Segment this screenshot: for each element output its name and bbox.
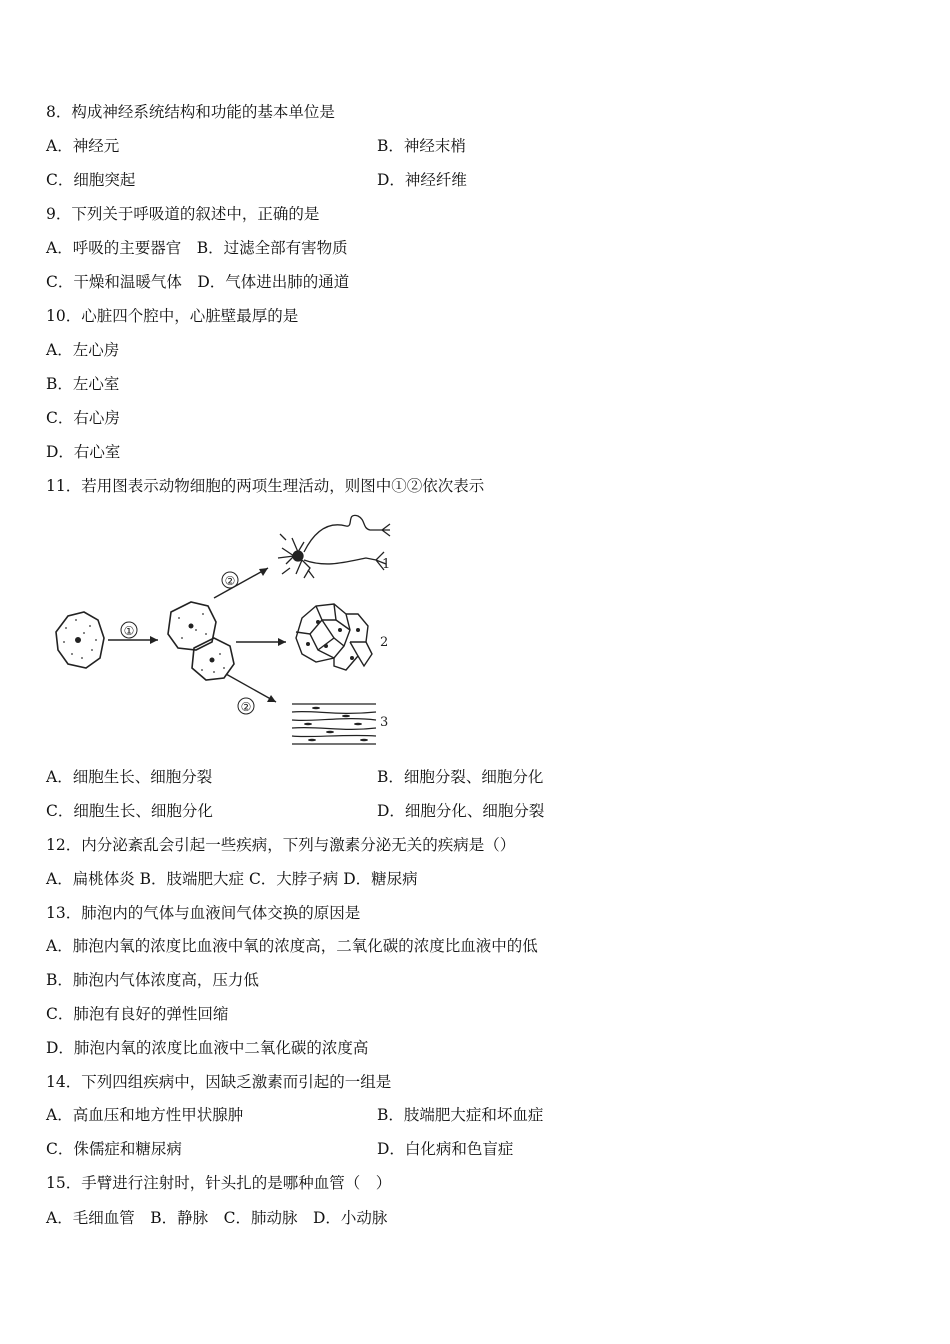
label-n2: 2 [380,635,389,650]
q9-options-ab: A．呼吸的主要器官 B．过滤全部有害物质 [46,239,348,257]
cell-cluster [296,604,372,670]
q9-stem: 9．下列关于呼吸道的叙述中，正确的是 [46,205,320,223]
q9-options-cd: C．干燥和温暖气体 D．气体进出肺的通道 [46,273,350,291]
q8-option-d: D．神经纤维 [377,171,467,189]
q10-option-b: B．左心室 [46,375,120,393]
label-n1: 1 [382,557,391,572]
q15-options: A．毛细血管 B．静脉 C．肺动脉 D．小动脉 [46,1209,388,1227]
q12-stem: 12．内分泌紊乱会引起一些疾病，下列与激素分泌无关的疾病是（） [46,836,516,854]
q10-stem: 10．心脏四个腔中，心脏壁最厚的是 [46,307,299,325]
q11-stem: 11．若用图表示动物细胞的两项生理活动，则图中①②依次表示 [46,477,485,495]
q13-option-b: B．肺泡内气体浓度高，压力低 [46,971,259,989]
label-n3: 3 [380,715,389,730]
q13-option-c: C．肺泡有良好的弹性回缩 [46,1005,229,1023]
q10-option-c: C．右心房 [46,409,120,427]
q10-option-d: D．右心室 [46,443,121,461]
cell-differentiation-figure [46,508,396,753]
neuron-cell [278,515,390,578]
q13-option-d: D．肺泡内氧的浓度比血液中二氧化碳的浓度高 [46,1039,369,1057]
q14-option-b: B．肢端肥大症和坏血症 [377,1106,544,1124]
q8-option-c: C．细胞突起 [46,171,136,189]
q11-option-b: B．细胞分裂、细胞分化 [377,768,544,786]
q13-stem: 13．肺泡内的气体与血液间气体交换的原因是 [46,904,361,922]
label-2b-circled: ② [240,700,252,714]
q10-option-a: A．左心房 [46,341,120,359]
q14-option-a: A．高血压和地方性甲状腺肿 [46,1106,244,1124]
label-1-circled: ① [123,624,135,638]
q11-option-d: D．细胞分化、细胞分裂 [377,802,545,820]
q11-option-c: C．细胞生长、细胞分化 [46,802,213,820]
q8-option-a: A．神经元 [46,137,120,155]
q14-stem: 14．下列四组疾病中，因缺乏激素而引起的一组是 [46,1073,392,1091]
q11-option-a: A．细胞生长、细胞分裂 [46,768,213,786]
q15-stem: 15．手臂进行注射时，针头扎的是哪种血管（ ） [46,1174,392,1192]
q14-option-d: D．白化病和色盲症 [377,1140,514,1158]
q12-options: A．扁桃体炎 B．肢端肥大症 C．大脖子病 D．糖尿病 [46,870,418,888]
q8-stem: 8．构成神经系统结构和功能的基本单位是 [46,103,335,121]
label-2a-circled: ② [224,574,236,588]
q13-option-a: A．肺泡内氧的浓度比血液中氧的浓度高，二氧化碳的浓度比血液中的低 [46,937,538,955]
q8-option-b: B．神经末梢 [377,137,466,155]
q14-option-c: C．侏儒症和糖尿病 [46,1140,182,1158]
